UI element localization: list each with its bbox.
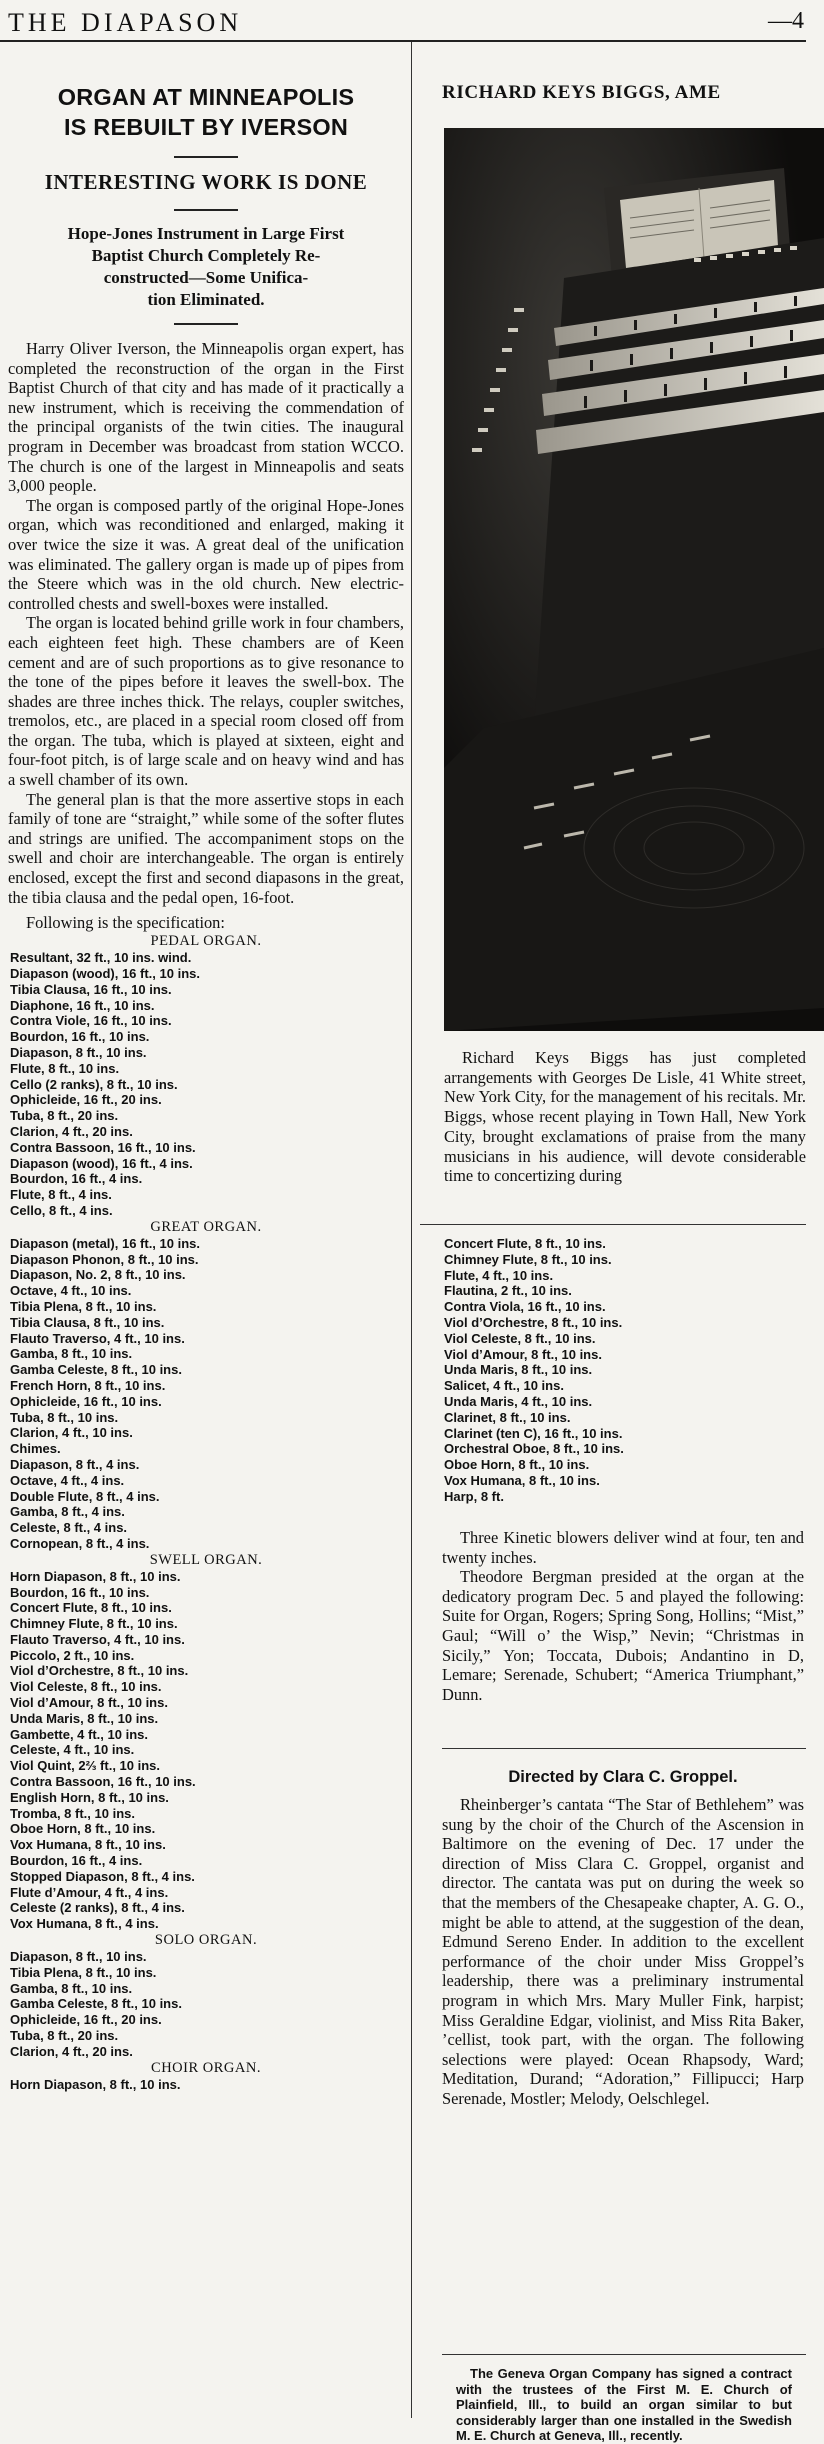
spec-stop: Gamba Celeste, 8 ft., 10 ins. [10, 1362, 182, 1378]
spec-stop: Diapason, 8 ft., 4 ins. [10, 1456, 140, 1472]
masthead [0, 0, 806, 42]
organ-console-image [444, 128, 824, 1031]
spec-intro: Following is the specification: [26, 913, 225, 933]
right-column [420, 48, 806, 2444]
spec-stop: Clarion, 4 ft., 20 ins. [10, 1123, 133, 1139]
spec-stop: Flautina, 2 ft., 10 ins. [444, 1283, 572, 1299]
spec-stop: Concert Flute, 8 ft., 10 ins. [10, 1600, 172, 1616]
spec-stop: Tromba, 8 ft., 10 ins. [10, 1805, 135, 1821]
spec-stop: Tuba, 8 ft., 10 ins. [10, 1409, 119, 1425]
spec-stop: Ophicleide, 16 ft., 20 ins. [10, 2012, 162, 2028]
specification-continued [442, 1236, 802, 1505]
biggs-caption: Richard Keys Biggs has just completed arrangements with Georges De Lisle, 41 White street, New York City, for the management of his recitals. Mr. Biggs, whose recent playing in Town Hall, New York City, brought exclamations of praise from the many musicians in his audience, will devote considerable time to concertizing during [444, 1048, 806, 1186]
paragraph: The organ is composed partly of the original Hope-Jones organ, which was reconditioned and enlarged, making it over twice the size it was. A great deal of the unification was eliminated. The gallery organ is made up of pipes from the Steere which was in the old church. New electric-controlled chests and swell-boxes were installed. [8, 495, 404, 613]
spec-section-heading: SWELL ORGAN. [149, 1551, 263, 1568]
spec-stop: Oboe Horn, 8 ft., 10 ins. [10, 1821, 156, 1837]
spec-stop: Gamba Celeste, 8 ft., 10 ins. [10, 1996, 182, 2012]
geneva-notice: The Geneva Organ Company has signed a contract with the trustees of the First M. E. Church of Plainfield, Ill., to build an organ similar to but considerably larger than one installed in the Swedish M. E. Church at Geneva, Ill., recently. [456, 2366, 792, 2444]
subheadline: INTERESTING WORK IS DONE [44, 170, 368, 194]
spec-stop: Viol d’Amour, 8 ft., 10 ins. [10, 1695, 168, 1711]
spec-stop: English Horn, 8 ft., 10 ins. [10, 1789, 169, 1805]
spec-stop: Horn Diapason, 8 ft., 10 ins. [10, 1568, 181, 1584]
section-rule [442, 2354, 806, 2355]
groppel-body-wrap [442, 1795, 804, 2109]
section-rule [442, 1748, 806, 1749]
spec-stop: Salicet, 4 ft., 10 ins. [444, 1378, 564, 1394]
spec-stop: Diapason, No. 2, 8 ft., 10 ins. [10, 1267, 186, 1283]
spec-stop: Clarion, 4 ft., 10 ins. [10, 1425, 133, 1441]
deck-line: tion Eliminated. [147, 290, 265, 309]
spec-stop: Viol Celeste, 8 ft., 10 ins. [10, 1679, 162, 1695]
spec-stop: Celeste, 4 ft., 10 ins. [10, 1742, 135, 1758]
spec-stop: Gambette, 4 ft., 10 ins. [10, 1726, 148, 1742]
spec-stop: Contra Viole, 16 ft., 10 ins. [10, 1013, 172, 1029]
spec-stop: Bourdon, 16 ft., 4 ins. [10, 1171, 143, 1187]
specification-list [8, 933, 404, 2092]
headline-line: ORGAN AT MINNEAPOLIS [57, 84, 355, 110]
paragraph: Three Kinetic blowers deliver wind at four, ten and twenty inches. [442, 1528, 804, 1567]
paragraph: Harry Oliver Iverson, the Minneapolis organ expert, has completed the reconstruction of the organ in the First Baptist Church of that city and has made of it practically a new instrument, which is receiving the commendation of the principal organists of the twin cities. The inaugural program in December was broadcast from station WCCO. The church is one of the largest in Minneapolis and seats 3,000 people. [8, 339, 404, 496]
spec-section-heading: CHOIR ORGAN. [151, 2059, 261, 2076]
headline [8, 82, 404, 142]
spec-stop: Contra Bassoon, 16 ft., 10 ins. [10, 1139, 196, 1155]
paragraph: Theodore Bergman presided at the organ at the dedicatory program Dec. 5 and played the following: Suite for Organ, Rogers; Spring Song, Hollins; “Mist,” Gaul; “Will o’ the Wisp,” Nevin; “Christmas in Sicily,” Yon; Toccata, Dubois; Andantino in D, Lemare; Serenade, Schubert; “America Triumphant,” Dunn. [442, 1567, 804, 1704]
spec-stop: Viol d’Orchestre, 8 ft., 10 ins. [10, 1663, 189, 1679]
spec-stop: Bourdon, 16 ft., 4 ins. [10, 1853, 143, 1869]
groppel-headline: Directed by Clara C. Groppel. [508, 1768, 738, 1786]
spec-stop: Flute, 4 ft., 10 ins. [444, 1267, 554, 1283]
spec-stop: Viol Quint, 2⅔ ft., 10 ins. [10, 1758, 161, 1774]
spec-stop: Viol d’Amour, 8 ft., 10 ins. [444, 1346, 602, 1362]
deck-line: Hope-Jones Instrument in Large First [67, 224, 345, 243]
spec-stop: Gamba, 8 ft., 4 ins. [10, 1504, 125, 1520]
spec-stop: Piccolo, 2 ft., 10 ins. [10, 1647, 135, 1663]
deck-line: Baptist Church Completely Re- [91, 246, 321, 265]
spec-stop: Tibia Plena, 8 ft., 10 ins. [10, 1298, 157, 1314]
spec-stop: Flute, 8 ft., 4 ins. [10, 1187, 112, 1203]
spec-stop: Unda Maris, 4 ft., 10 ins. [444, 1393, 593, 1409]
spec-stop: Double Flute, 8 ft., 4 ins. [10, 1488, 160, 1504]
spec-stop: Horn Diapason, 8 ft., 10 ins. [10, 2076, 181, 2092]
spec-stop: Diapason, 8 ft., 10 ins. [10, 1949, 147, 1965]
spec-stop: Flauto Traverso, 4 ft., 10 ins. [10, 1631, 185, 1647]
spec-stop: Tibia Clausa, 16 ft., 10 ins. [10, 981, 172, 997]
spec-stop: Octave, 4 ft., 10 ins. [10, 1283, 132, 1299]
spec-stop: Viol d’Orchestre, 8 ft., 10 ins. [444, 1314, 623, 1330]
spec-stop: Octave, 4 ft., 4 ins. [10, 1472, 125, 1488]
spec-stop: Tuba, 8 ft., 20 ins. [10, 2028, 119, 2044]
spec-stop: Contra Viola, 16 ft., 10 ins. [444, 1299, 606, 1315]
kinetic-and-bergman [442, 1528, 804, 1704]
spec-stop: Diapason (metal), 16 ft., 10 ins. [10, 1235, 200, 1251]
spec-stop: Ophicleide, 16 ft., 10 ins. [10, 1393, 162, 1409]
spec-stop: Clarinet, 8 ft., 10 ins. [444, 1409, 571, 1425]
spec-stop: Contra Bassoon, 16 ft., 10 ins. [10, 1774, 196, 1790]
spec-stop: Ophicleide, 16 ft., 20 ins. [10, 1092, 162, 1108]
spec-stop: Vox Humana, 8 ft., 10 ins. [444, 1472, 600, 1488]
paragraph: The organ is located behind grille work in four chambers, each eighteen feet high. These chambers are of Keen cement and are of such proportions as to give resonance to the tone of the pipes before it leaves the swell-box. The shades are three inches thick. The relays, coupler switches, tremolos, etc., are placed in a special room closed off from the organ. The tuba, which is played at sixteen, eight and four-foot pitch, is of large scale and on heavy wind and has a swell chamber of its own. [8, 613, 404, 790]
paragraph: The general plan is that the more assertive stops in each family of tone are “straight,” while some of the softer flutes and strings are unified. The accompaniment stops on the swell and choir are interchangeable. The organ is entirely enclosed, except the first and second diapasons in the great, the tibia clausa and the pedal open, 16-foot. [8, 789, 404, 907]
spec-stop: Chimney Flute, 8 ft., 10 ins. [10, 1616, 178, 1632]
spec-stop: Diapason (wood), 16 ft., 4 ins. [10, 1155, 193, 1171]
divider [174, 323, 238, 325]
divider [174, 209, 238, 211]
spec-stop: Flute, 8 ft., 10 ins. [10, 1060, 120, 1076]
spec-stop: Celeste, 8 ft., 4 ins. [10, 1520, 128, 1536]
spec-stop: Flauto Traverso, 4 ft., 10 ins. [10, 1330, 185, 1346]
spec-stop: Celeste (2 ranks), 8 ft., 4 ins. [10, 1900, 185, 1916]
spec-stop: Oboe Horn, 8 ft., 10 ins. [444, 1457, 590, 1473]
spec-stop: Tuba, 8 ft., 20 ins. [10, 1108, 119, 1124]
spec-stop: Diapason Phonon, 8 ft., 10 ins. [10, 1251, 199, 1267]
groppel-article [442, 1768, 804, 2109]
paragraph: Rheinberger’s cantata “The Star of Bethlehem” was sung by the choir of the Church of the Ascension in Baltimore on the evening of Dec. 17 under the direction of Miss Clara C. Groppel, organist and director. The cantata was put on during the week so that the members of the Chesapeake chapter, A. G. O., might be able to attend, at the suggestion of the dean, Edmund Sereno Ender. In addition to the excellent performance of the choir under Miss Groppel’s leadership, there was a preliminary instrumental program in which Mrs. Mary Muller Fink, harpist; Miss Geraldine Edgar, violinist, and Miss Rita Baker, ’cellist, took part, with the organ. The following selections were played: Ocean Rhapsody, Ward; Meditation, Durand; “Adoration,” Fillipucci; Harp Serenade, Mostler; Melody, Oelschlegel. [442, 1795, 804, 2108]
spec-stop: Tibia Plena, 8 ft., 10 ins. [10, 1964, 157, 1980]
article-iverson [8, 48, 404, 2416]
spec-section-heading: SOLO ORGAN. [154, 1932, 258, 1949]
spec-stop: Concert Flute, 8 ft., 10 ins. [444, 1236, 606, 1251]
spec-stop: Unda Maris, 8 ft., 10 ins. [444, 1362, 593, 1378]
deck-line: constructed—Some Unifica- [103, 268, 309, 287]
spec-stop: Clarinet (ten C), 16 ft., 10 ins. [444, 1425, 623, 1441]
organ-console-photo [444, 128, 824, 1031]
spec-stop: Tibia Clausa, 8 ft., 10 ins. [10, 1314, 165, 1330]
spec-section-heading: PEDAL ORGAN. [150, 933, 262, 950]
spec-stop: Stopped Diapason, 8 ft., 4 ins. [10, 1868, 195, 1884]
spec-stop: Orchestral Oboe, 8 ft., 10 ins. [444, 1441, 624, 1457]
spec-stop: Harp, 8 ft. [444, 1488, 504, 1504]
headline-line: IS REBUILT BY IVERSON [63, 114, 349, 140]
spec-stop: Resultant, 32 ft., 10 ins. wind. [10, 950, 192, 966]
spec-stop: Viol Celeste, 8 ft., 10 ins. [444, 1330, 596, 1346]
spec-stop: Flute d’Amour, 4 ft., 4 ins. [10, 1884, 169, 1900]
spec-stop: French Horn, 8 ft., 10 ins. [10, 1377, 166, 1393]
spec-stop: Gamba, 8 ft., 10 ins. [10, 1346, 133, 1362]
publication-title: THE DIAPASON [8, 8, 243, 37]
spec-stop: Cello (2 ranks), 8 ft., 10 ins. [10, 1076, 178, 1092]
article-body [8, 339, 404, 907]
headline-biggs: RICHARD KEYS BIGGS, AME [442, 82, 721, 103]
spec-stop: Cello, 8 ft., 4 ins. [10, 1202, 113, 1218]
section-rule [420, 1224, 806, 1225]
spec-stop: Diapason, 8 ft., 10 ins. [10, 1045, 147, 1060]
spec-stop: Chimes. [10, 1441, 61, 1457]
spec-stop: Vox Humana, 8 ft., 4 ins. [10, 1916, 159, 1932]
deck [32, 223, 380, 311]
spec-stop: Bourdon, 16 ft., 10 ins. [10, 1584, 150, 1600]
spec-stop: Vox Humana, 8 ft., 10 ins. [10, 1837, 166, 1853]
spec-stop: Bourdon, 16 ft., 10 ins. [10, 1029, 150, 1045]
spec-stop: Diapason (wood), 16 ft., 10 ins. [10, 966, 200, 982]
spec-stop: Unda Maris, 8 ft., 10 ins. [10, 1710, 159, 1726]
divider [174, 156, 238, 158]
spec-stop: Clarion, 4 ft., 20 ins. [10, 2043, 133, 2059]
spec-stop: Gamba, 8 ft., 10 ins. [10, 1980, 133, 1996]
spec-section-heading: GREAT ORGAN. [150, 1218, 262, 1235]
spec-stop: Chimney Flute, 8 ft., 10 ins. [444, 1251, 612, 1267]
column-rule [411, 42, 412, 2418]
spec-stop: Diaphone, 16 ft., 10 ins. [10, 997, 155, 1013]
spec-stop: Cornopean, 8 ft., 4 ins. [10, 1535, 150, 1551]
page-number: —4 [768, 8, 804, 34]
